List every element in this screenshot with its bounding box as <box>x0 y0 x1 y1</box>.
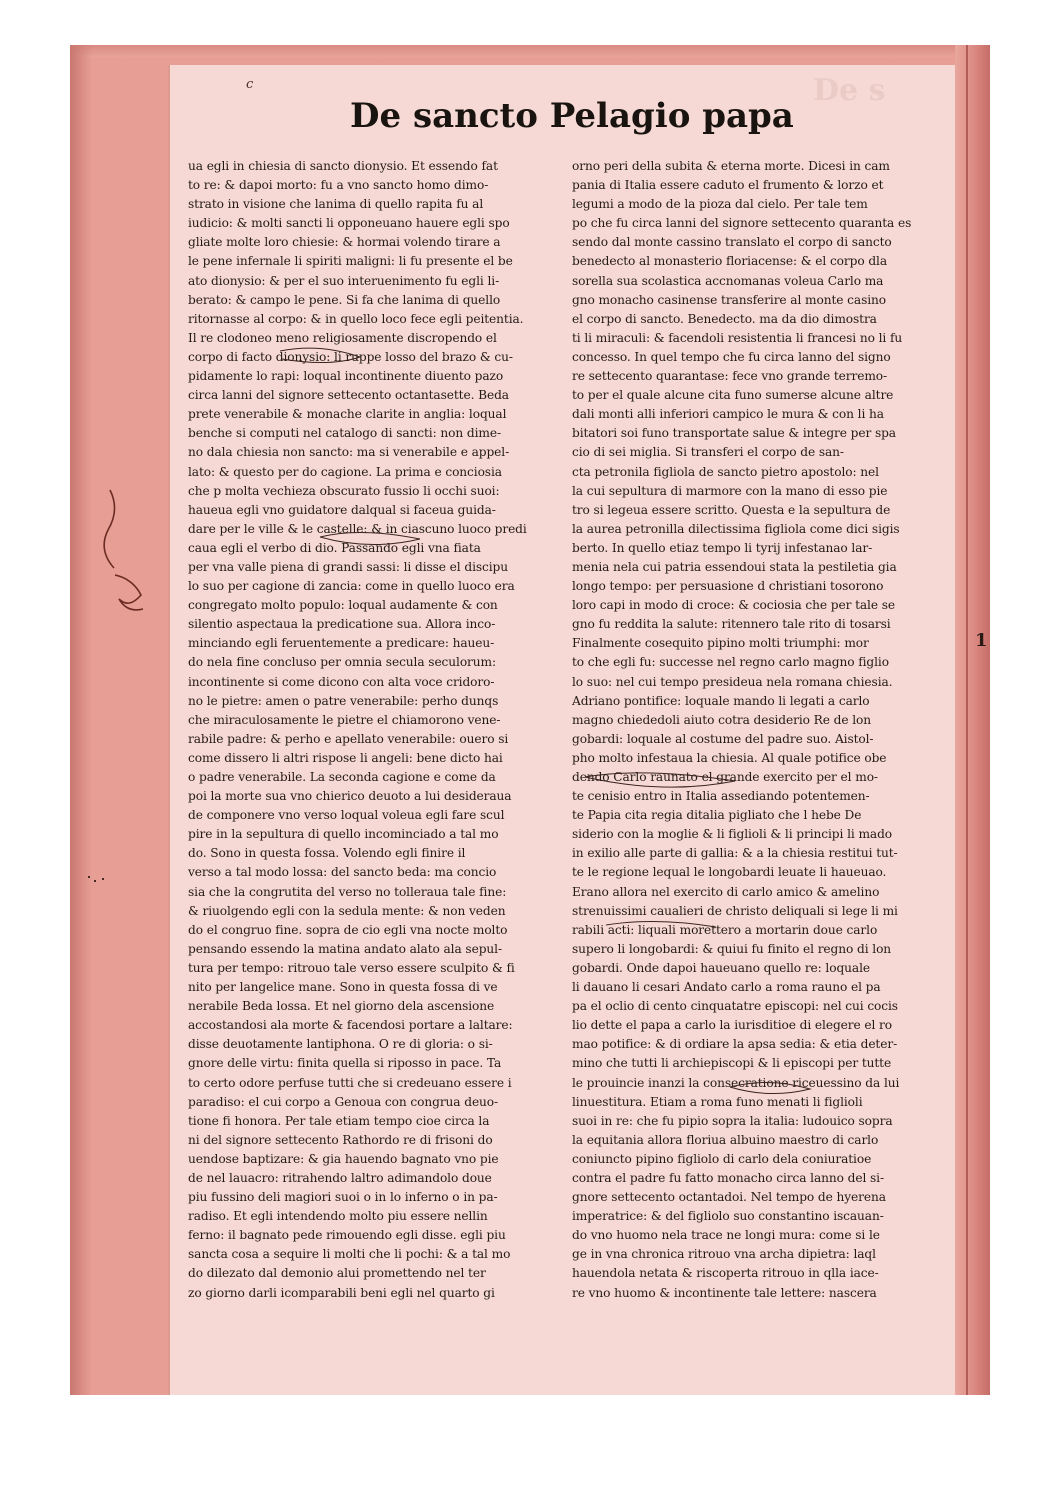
text-line: gno fu reddita la salute: ritennero tale rito di tosarsi <box>572 617 891 632</box>
running-header: De sancto Pelagio papa <box>350 96 794 136</box>
text-line: accostandosi ala morte & facendosi portare a laltare: <box>188 1018 513 1033</box>
text-line: re settecento quarantase: fece vno grande terremo- <box>572 369 888 384</box>
text-line: do nela fine concluso per omnia secula seculorum: <box>188 655 497 670</box>
text-line: ferno: il bagnato pede rimouendo egli disse. egli piu <box>188 1228 506 1243</box>
text-line: corpo di facto dionysio: li ruppe losso del brazo & cu- <box>188 349 513 364</box>
text-line: to certo odore perfuse tutti che si credeuano essere i <box>188 1075 512 1090</box>
text-line: re vno huomo & incontinente tale lettere: nascera <box>572 1285 877 1300</box>
page-leaf <box>170 65 955 1395</box>
scan-background <box>70 45 990 1395</box>
text-line: dendo Carlo raunato el grande exercito per el mo- <box>572 770 878 784</box>
text-line: ti li miraculi: & facendoli resistentia li francesi no li fu <box>572 330 903 345</box>
text-line: no dala chiesia non sancto: ma si venerabile e appel- <box>188 445 510 460</box>
text-line: per vna valle piena di grandi sassi: li disse el discipu <box>188 559 508 574</box>
text-line: contra el padre fu fatto monacho circa lanno del si- <box>572 1170 885 1185</box>
text-line: do el congruo fine. sopra de cio egli vna nocte molto <box>188 922 508 937</box>
text-column-right <box>572 157 945 1387</box>
margin-dots <box>88 877 104 881</box>
text-line: lato: & questo per do cagione. La prima e conciosia <box>188 464 502 479</box>
text-line: gliate molte loro chiesie: & hormai volendo tirare a <box>188 235 501 250</box>
text-line: rabile padre: & perho e apellato venerabile: ouero si <box>188 731 509 746</box>
text-line: te le regione lequal le longobardi leuate li haueuao. <box>572 865 887 880</box>
folio-mark: c <box>246 77 254 92</box>
text-line: do. Sono in questa fossa. Volendo egli finire il <box>188 846 466 861</box>
text-line: le prouincie inanzi la consecratione riceuessino da lui <box>572 1075 900 1090</box>
text-line: sorella sua scolastica accnomanas voleua Carlo ma <box>572 273 884 288</box>
text-line: legumi a modo de la pioza dal cielo. Per tale tem <box>572 197 868 212</box>
text-line: supero li longobardi: & quiui fu finito el regno di lon <box>572 941 892 956</box>
text-line: benche si computi nel catalogo di sancti: non dime- <box>188 426 501 441</box>
text-line: verso a tal modo lossa: del sancto beda: ma concio <box>188 865 497 880</box>
text-line: dali monti alli inferiori campico le mura & con li ha <box>572 407 884 422</box>
text-line: nerabile Beda lossa. Et nel giorno dela ascensione <box>188 999 495 1014</box>
text-line: gnore delle virtu: finita quella si riposso in pace. Ta <box>188 1056 502 1071</box>
text-line: pensando essendo la matina andato alato ala sepul- <box>188 941 502 956</box>
text-line: lo suo per cagione di zancia: come in quello luoco era <box>188 579 515 594</box>
text-line: uendose baptizare: & gia hauendo bagnato vno pie <box>188 1151 499 1166</box>
text-line: dare per le ville & le castelle: & in ciascuno luoco predi <box>188 521 527 536</box>
bleed-through-ghost: De s <box>813 73 886 108</box>
text-line: no le pietre: amen o patre venerabile: perho dunqs <box>188 693 499 708</box>
text-line: minciando egli feruentemente a predicare: haueu- <box>188 636 495 651</box>
text-line: che miraculosamente le pietre el chiamorono vene- <box>188 712 501 727</box>
text-line: loro capi in modo di croce: & cociosia che per tale se <box>572 598 895 613</box>
text-line: de nel lauacro: ritrahendo laltro adimandolo doue <box>188 1170 492 1185</box>
text-line: Il re clodoneo meno religiosamente discropendo el <box>188 330 497 345</box>
text-line: haueua egli vno guidatore dalqual si faceua guida- <box>188 502 496 517</box>
text-line: to per el quale alcune cita funo sumerse alcune altre <box>572 388 894 403</box>
text-line: berto. In quello etiaz tempo li tyrij infestanao lar- <box>572 540 873 555</box>
text-line: circa lanni del signore settecento octantasette. Beda <box>188 388 509 403</box>
text-line: gno monacho casinense transferire al monte casino <box>572 292 887 307</box>
text-line: ritornasse al corpo: & in quello loco fece egli peitentia. <box>188 311 524 326</box>
right-edge-mark: 1 <box>975 630 988 651</box>
text-line: ato dionysio: & per el suo interuenimento fu egli li- <box>188 273 500 288</box>
margin-scribble-2 <box>115 575 143 610</box>
text-line: pire in la sepultura di quello incominciado a tal mo <box>188 827 499 842</box>
text-line: coniuncto pipino figliolo di carlo dela coniuratioe <box>572 1151 872 1166</box>
text-line: bitatori soi funo transportate salue & integre per spa <box>572 426 896 441</box>
text-line: ni del signore settecento Rathordo re di frisoni do <box>188 1132 493 1147</box>
text-line: magno chiededoli aiuto cotra desiderio Re de lon <box>572 712 871 727</box>
text-line: gobardi: loquale al costume del padre suo. Aistol- <box>572 731 874 746</box>
text-line: che p molta vechieza obscurato fussio li occhi suoi: <box>188 483 500 498</box>
text-line: cio di sei miglia. Si transferi el corpo de san- <box>572 445 844 460</box>
text-line: lo suo: nel cui tempo presideua nela romana chiesia. <box>572 674 893 689</box>
text-line: ua egli in chiesia di sancto dionysio. Et essendo fat <box>188 159 498 173</box>
text-line: Finalmente cosequito pipino molti triumphi: mor <box>572 636 869 651</box>
text-line: poi la morte sua vno chierico deuoto a lui desideraua <box>188 789 512 804</box>
text-line: el corpo di sancto. Benedecto. ma da dio dimostra <box>572 311 877 326</box>
text-line: benedecto al monasterio floriacense: & el corpo dla <box>572 254 888 269</box>
margin-marks <box>70 45 170 1395</box>
text-line: suoi in re: che fu pipio sopra la italia: ludouico sopra <box>572 1113 893 1128</box>
text-line: hauendola netata & riscoperta ritrouo in qlla iace- <box>572 1266 879 1281</box>
text-line: ge in vna chronica ritrouo vna archa dipietra: laql <box>572 1247 876 1262</box>
text-line: tro si legeua essere scritto. Questa e la sepultura de <box>572 502 891 517</box>
text-line: tura per tempo: ritrouo tale verso essere sculpito & fi <box>188 960 515 975</box>
text-line: po che fu circa lanni del signore settecento quaranta es <box>572 216 912 231</box>
text-line: sancta cosa a sequire li molti che li pochi: & a tal mo <box>188 1247 511 1262</box>
text-line: to re: & dapoi morto: fu a vno sancto homo dimo- <box>188 178 489 193</box>
text-line: imperatrice: & del figliolo suo constantino iscauan- <box>572 1209 884 1224</box>
text-line: iudicio: & molti sancti li opponeuano hauere egli spo <box>188 216 510 231</box>
text-line: gobardi. Onde dapoi haueuano quello re: loquale <box>572 960 870 975</box>
text-line: linuestitura. Etiam a roma funo menati li figlioli <box>572 1094 863 1109</box>
text-line: sendo dal monte cassino translato el corpo di sancto <box>572 235 892 250</box>
margin-scribble-1 <box>104 490 114 568</box>
text-line: rabili acti: liquali morettero a mortarin doue carlo <box>572 922 878 937</box>
text-line: te Papia cita regia ditalia pigliato che l hebe De <box>572 808 862 823</box>
text-line: disse deuotamente lantiphona. O re di gloria: o si- <box>188 1037 493 1052</box>
text-line: pania di Italia essere caduto el frumento & lorzo et <box>572 178 884 193</box>
text-line: la cui sepultura di marmore con la mano di esso pie <box>572 483 888 498</box>
text-line: siderio con la moglie & li figlioli & li principi li mado <box>572 827 893 842</box>
text-line: zo giorno darli icomparabili beni egli nel quarto gi <box>188 1285 495 1300</box>
text-line: silentio aspectaua la predicatione sua. Allora inco- <box>188 617 496 632</box>
text-line: menia nela cui patria essendoui stata la pestiletia gia <box>572 559 897 574</box>
text-line: pa el oclio di cento cinquatatre episcopi: nel cui cocis <box>572 999 898 1014</box>
text-line: pidamente lo rapi: loqual incontinente diuento pazo <box>188 369 504 384</box>
text-line: la equitania allora floriua albuino maestro di carlo <box>572 1132 879 1147</box>
text-line: strenuissimi caualieri de christo deliquali si lege li mi <box>572 903 898 918</box>
text-line: do dilezato dal demonio alui promettendo nel ter <box>188 1266 486 1281</box>
text-line: sia che la congrutita del verso no tolleraua tale fine: <box>188 884 507 899</box>
text-line: li dauano li cesari Andato carlo a roma rauno el pa <box>572 980 881 995</box>
text-line: longo tempo: per persuasione d christiani tosorono <box>572 579 884 594</box>
scan-right-rule <box>966 45 968 1395</box>
text-line: de componere vno verso loqual voleua egli fare scul <box>188 808 505 823</box>
text-line: o padre venerabile. La seconda cagione e come da <box>188 770 496 784</box>
text-line: in exilio alle parte di gallia: & a la chiesia restitui tut- <box>572 846 898 861</box>
text-line: mao potifice: & di ordiare la apsa sedia: & etia deter- <box>572 1037 898 1052</box>
scan-right-edge <box>955 45 990 1395</box>
text-line: Erano allora nel exercito di carlo amico & amelino <box>572 884 880 899</box>
scan-top-strip <box>70 45 990 57</box>
text-line: lio dette el papa a carlo la iurisditioe di elegere el ro <box>572 1018 893 1033</box>
text-line: & riuolgendo egli con la sedula mente: & non veden <box>188 903 506 918</box>
text-line: la aurea petronilla dilectissima figliola come dici sigis <box>572 521 900 536</box>
text-line: mino che tutti li archiepiscopi & li episcopi per tutte <box>572 1056 892 1071</box>
text-line: strato in visione che lanima di quello rapita fu al <box>188 197 484 212</box>
text-line: come dissero li altri rispose li angeli: bene dicto hai <box>188 750 503 765</box>
text-line: to che egli fu: successe nel regno carlo magno figlio <box>572 655 889 670</box>
text-line: orno peri della subita & eterna morte. Dicesi in cam <box>572 159 890 173</box>
text-line: te cenisio entro in Italia assediando potentemen- <box>572 789 870 804</box>
text-line: concesso. In quel tempo che fu circa lanno del signo <box>572 349 891 364</box>
text-line: berato: & campo le pene. Si fa che lanima di quello <box>188 292 501 307</box>
text-line: incontinente si come dicono con alta voce cridoro- <box>188 674 495 689</box>
text-line: do vno huomo nela trace ne longi mura: come si le <box>572 1228 880 1243</box>
text-line: paradiso: el cui corpo a Genoua con congrua deuo- <box>188 1094 499 1109</box>
text-line: gnore settecento octantadoi. Nel tempo de hyerena <box>572 1190 886 1205</box>
text-line: tione fi honora. Per tale etiam tempo cioe circa la <box>188 1113 490 1128</box>
text-line: caua egli el verbo di dio. Passando egli vna fiata <box>188 540 481 555</box>
text-line: radiso. Et egli intendendo molto piu essere nellin <box>188 1209 488 1224</box>
text-column-left <box>188 157 561 1387</box>
text-line: le pene infernale li spiriti maligni: li fu presente el be <box>188 254 513 269</box>
text-line: cta petronila figliola de sancto pietro apostolo: nel <box>572 464 879 479</box>
text-line: congregato molto populo: loqual audamente & con <box>188 598 498 613</box>
text-line: pho molto infestaua la chiesia. Al quale potifice obe <box>572 750 887 765</box>
text-line: Adriano pontifice: loquale mando li legati a carlo <box>572 693 870 708</box>
text-line: prete venerabile & monache clarite in anglia: loqual <box>188 407 507 422</box>
text-line: nito per langelice mane. Sono in questa fossa di ve <box>188 980 498 995</box>
text-line: piu fussino deli magiori suoi o in lo inferno o in pa- <box>188 1190 498 1205</box>
